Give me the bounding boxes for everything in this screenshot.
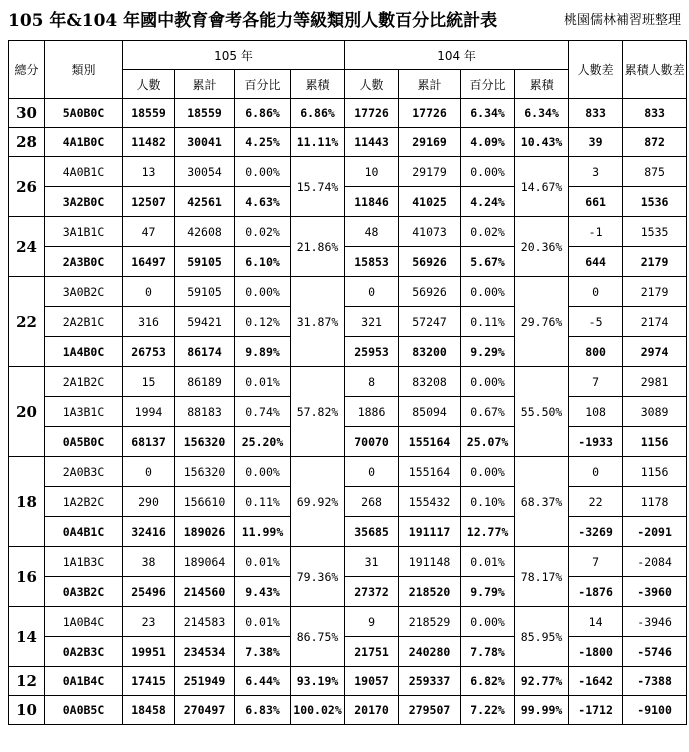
diff-cell: 108 — [569, 397, 623, 427]
diff-cell: 800 — [569, 337, 623, 367]
header-pct-104: 百分比 — [461, 70, 515, 99]
count-104-cell: 8 — [345, 367, 399, 397]
score-cell: 12 — [9, 667, 45, 696]
category-cell: 4A0B1C — [45, 157, 123, 187]
cum-diff-cell: 1156 — [623, 457, 687, 487]
cumpct-105-cell: 31.87% — [291, 277, 345, 367]
diff-cell: -3269 — [569, 517, 623, 547]
diff-cell: 7 — [569, 547, 623, 577]
pct-104-cell: 4.24% — [461, 187, 515, 217]
cumpct-104-cell: 10.43% — [515, 128, 569, 157]
diff-cell: -1876 — [569, 577, 623, 607]
cum-diff-cell: -3946 — [623, 607, 687, 637]
table-row — [9, 397, 687, 427]
pct-104-cell: 0.10% — [461, 487, 515, 517]
cumpct-104-cell: 20.36% — [515, 217, 569, 277]
cum-104-cell: 155164 — [399, 427, 461, 457]
count-105-cell: 16497 — [123, 247, 175, 277]
pct-105-cell: 0.02% — [235, 217, 291, 247]
cum-105-cell: 42561 — [175, 187, 235, 217]
category-cell: 4A1B0C — [45, 128, 123, 157]
pct-105-cell: 25.20% — [235, 427, 291, 457]
table-row — [9, 637, 687, 667]
count-104-cell: 70070 — [345, 427, 399, 457]
header-year-105: 105 年 — [123, 41, 345, 70]
count-105-cell: 1994 — [123, 397, 175, 427]
cumpct-104-cell: 29.76% — [515, 277, 569, 367]
cum-105-cell: 270497 — [175, 696, 235, 725]
table-row — [9, 547, 687, 577]
cum-diff-cell: -9100 — [623, 696, 687, 725]
pct-104-cell: 0.00% — [461, 367, 515, 397]
category-cell: 0A3B2C — [45, 577, 123, 607]
cum-diff-cell: 875 — [623, 157, 687, 187]
pct-104-cell: 0.67% — [461, 397, 515, 427]
table-row — [9, 277, 687, 307]
pct-104-cell: 5.67% — [461, 247, 515, 277]
pct-104-cell: 9.79% — [461, 577, 515, 607]
count-105-cell: 32416 — [123, 517, 175, 547]
header-pct-105: 百分比 — [235, 70, 291, 99]
header-diff: 人數差 — [569, 41, 623, 99]
pct-104-cell: 9.29% — [461, 337, 515, 367]
diff-cell: -1642 — [569, 667, 623, 696]
count-104-cell: 17726 — [345, 99, 399, 128]
cum-104-cell: 279507 — [399, 696, 461, 725]
diff-cell: -1800 — [569, 637, 623, 667]
count-105-cell: 68137 — [123, 427, 175, 457]
cumpct-104-cell: 78.17% — [515, 547, 569, 607]
cumpct-105-cell: 11.11% — [291, 128, 345, 157]
table-row — [9, 187, 687, 217]
cum-diff-cell: 2974 — [623, 337, 687, 367]
count-104-cell: 27372 — [345, 577, 399, 607]
category-cell: 0A2B3C — [45, 637, 123, 667]
cum-diff-cell: 2981 — [623, 367, 687, 397]
category-cell: 2A2B1C — [45, 307, 123, 337]
diff-cell: -1933 — [569, 427, 623, 457]
statistics-table — [8, 40, 687, 725]
category-cell: 2A0B3C — [45, 457, 123, 487]
score-cell: 26 — [9, 157, 45, 217]
diff-cell: 14 — [569, 607, 623, 637]
cum-diff-cell: 2179 — [623, 277, 687, 307]
table-row — [9, 487, 687, 517]
cumpct-104-cell: 99.99% — [515, 696, 569, 725]
category-cell: 2A1B2C — [45, 367, 123, 397]
table-row — [9, 577, 687, 607]
table-row — [9, 217, 687, 247]
cumpct-104-cell: 92.77% — [515, 667, 569, 696]
cum-diff-cell: -5746 — [623, 637, 687, 667]
category-cell: 3A2B0C — [45, 187, 123, 217]
pct-104-cell: 7.78% — [461, 637, 515, 667]
cum-104-cell: 56926 — [399, 277, 461, 307]
count-105-cell: 316 — [123, 307, 175, 337]
cumpct-105-cell: 79.36% — [291, 547, 345, 607]
pct-105-cell: 0.12% — [235, 307, 291, 337]
count-105-cell: 0 — [123, 457, 175, 487]
cum-105-cell: 156320 — [175, 457, 235, 487]
cumpct-105-cell: 100.02% — [291, 696, 345, 725]
count-105-cell: 12507 — [123, 187, 175, 217]
pct-104-cell: 25.07% — [461, 427, 515, 457]
cum-104-cell: 155432 — [399, 487, 461, 517]
table-row — [9, 157, 687, 187]
table-row — [9, 457, 687, 487]
cum-104-cell: 29179 — [399, 157, 461, 187]
pct-105-cell: 6.83% — [235, 696, 291, 725]
cumpct-104-cell: 68.37% — [515, 457, 569, 547]
cum-105-cell: 59105 — [175, 247, 235, 277]
cum-diff-cell: 2179 — [623, 247, 687, 277]
pct-104-cell: 0.02% — [461, 217, 515, 247]
pct-105-cell: 9.89% — [235, 337, 291, 367]
pct-104-cell: 4.09% — [461, 128, 515, 157]
cum-105-cell: 214583 — [175, 607, 235, 637]
count-105-cell: 15 — [123, 367, 175, 397]
pct-105-cell: 0.00% — [235, 157, 291, 187]
cum-105-cell: 59421 — [175, 307, 235, 337]
category-cell: 0A1B4C — [45, 667, 123, 696]
pct-105-cell: 7.38% — [235, 637, 291, 667]
cum-105-cell: 214560 — [175, 577, 235, 607]
count-104-cell: 21751 — [345, 637, 399, 667]
pct-104-cell: 0.00% — [461, 277, 515, 307]
diff-cell: 22 — [569, 487, 623, 517]
category-cell: 2A3B0C — [45, 247, 123, 277]
page-title: 105 年&104 年國中教育會考各能力等級類別人數百分比統計表 — [8, 11, 498, 31]
cum-105-cell: 189026 — [175, 517, 235, 547]
cum-diff-cell: -2091 — [623, 517, 687, 547]
cumpct-104-cell: 85.95% — [515, 607, 569, 667]
score-cell: 30 — [9, 99, 45, 128]
count-105-cell: 17415 — [123, 667, 175, 696]
diff-cell: 0 — [569, 277, 623, 307]
cum-105-cell: 18559 — [175, 99, 235, 128]
pct-104-cell: 6.34% — [461, 99, 515, 128]
category-cell: 0A0B5C — [45, 696, 123, 725]
score-cell: 14 — [9, 607, 45, 667]
pct-105-cell: 0.01% — [235, 367, 291, 397]
pct-104-cell: 7.22% — [461, 696, 515, 725]
category-cell: 5A0B0C — [45, 99, 123, 128]
count-104-cell: 31 — [345, 547, 399, 577]
cum-104-cell: 83208 — [399, 367, 461, 397]
table-row — [9, 427, 687, 457]
cum-104-cell: 218529 — [399, 607, 461, 637]
header-year-104: 104 年 — [345, 41, 569, 70]
diff-cell: -1712 — [569, 696, 623, 725]
diff-cell: 644 — [569, 247, 623, 277]
cum-diff-cell: 1156 — [623, 427, 687, 457]
category-cell: 0A4B1C — [45, 517, 123, 547]
count-105-cell: 13 — [123, 157, 175, 187]
count-104-cell: 268 — [345, 487, 399, 517]
category-cell: 1A3B1C — [45, 397, 123, 427]
category-cell: 1A1B3C — [45, 547, 123, 577]
header-count-104: 人數 — [345, 70, 399, 99]
pct-105-cell: 0.01% — [235, 607, 291, 637]
cumpct-105-cell: 57.82% — [291, 367, 345, 457]
pct-105-cell: 0.74% — [235, 397, 291, 427]
cum-diff-cell: 2174 — [623, 307, 687, 337]
table-row — [9, 517, 687, 547]
cum-104-cell: 83200 — [399, 337, 461, 367]
cum-104-cell: 259337 — [399, 667, 461, 696]
diff-cell: 3 — [569, 157, 623, 187]
cum-104-cell: 17726 — [399, 99, 461, 128]
count-105-cell: 290 — [123, 487, 175, 517]
table-row — [9, 247, 687, 277]
pct-105-cell: 0.01% — [235, 547, 291, 577]
header-row-1 — [9, 41, 687, 70]
cumpct-105-cell: 15.74% — [291, 157, 345, 217]
count-105-cell: 11482 — [123, 128, 175, 157]
category-cell: 1A2B2C — [45, 487, 123, 517]
count-105-cell: 25496 — [123, 577, 175, 607]
header-category: 類別 — [45, 41, 123, 99]
cum-diff-cell: 872 — [623, 128, 687, 157]
count-105-cell: 38 — [123, 547, 175, 577]
cum-104-cell: 85094 — [399, 397, 461, 427]
category-cell: 0A5B0C — [45, 427, 123, 457]
diff-cell: 0 — [569, 457, 623, 487]
cum-105-cell: 234534 — [175, 637, 235, 667]
count-104-cell: 35685 — [345, 517, 399, 547]
cum-104-cell: 155164 — [399, 457, 461, 487]
pct-104-cell: 0.00% — [461, 457, 515, 487]
cum-105-cell: 30041 — [175, 128, 235, 157]
cumpct-105-cell: 93.19% — [291, 667, 345, 696]
cum-diff-cell: 1178 — [623, 487, 687, 517]
header-cum-104: 累計 — [399, 70, 461, 99]
table-row — [9, 667, 687, 696]
pct-105-cell: 4.25% — [235, 128, 291, 157]
table-row — [9, 307, 687, 337]
pct-105-cell: 4.63% — [235, 187, 291, 217]
cum-diff-cell: 1535 — [623, 217, 687, 247]
score-cell: 22 — [9, 277, 45, 367]
count-104-cell: 11443 — [345, 128, 399, 157]
score-cell: 20 — [9, 367, 45, 457]
count-105-cell: 18559 — [123, 99, 175, 128]
count-105-cell: 0 — [123, 277, 175, 307]
count-105-cell: 18458 — [123, 696, 175, 725]
title-bar — [0, 0, 689, 38]
count-105-cell: 23 — [123, 607, 175, 637]
page-subtitle: 桃園儒林補習班整理 — [563, 13, 681, 28]
category-cell: 1A4B0C — [45, 337, 123, 367]
header-score: 總分 — [9, 41, 45, 99]
cum-104-cell: 191148 — [399, 547, 461, 577]
pct-104-cell: 0.00% — [461, 607, 515, 637]
cumpct-104-cell: 6.34% — [515, 99, 569, 128]
cum-diff-cell: 833 — [623, 99, 687, 128]
cum-105-cell: 251949 — [175, 667, 235, 696]
header-count-105: 人數 — [123, 70, 175, 99]
cum-104-cell: 57247 — [399, 307, 461, 337]
cumpct-105-cell: 21.86% — [291, 217, 345, 277]
cumpct-105-cell: 86.75% — [291, 607, 345, 667]
count-104-cell: 25953 — [345, 337, 399, 367]
cum-diff-cell: -3960 — [623, 577, 687, 607]
header-cum-105: 累計 — [175, 70, 235, 99]
count-104-cell: 20170 — [345, 696, 399, 725]
cum-104-cell: 41073 — [399, 217, 461, 247]
cumpct-105-cell: 69.92% — [291, 457, 345, 547]
cum-105-cell: 156320 — [175, 427, 235, 457]
count-105-cell: 19951 — [123, 637, 175, 667]
header-cumpct-104: 累積 — [515, 70, 569, 99]
diff-cell: -1 — [569, 217, 623, 247]
score-cell: 24 — [9, 217, 45, 277]
pct-105-cell: 6.44% — [235, 667, 291, 696]
pct-105-cell: 9.43% — [235, 577, 291, 607]
pct-104-cell: 0.00% — [461, 157, 515, 187]
count-104-cell: 48 — [345, 217, 399, 247]
score-cell: 18 — [9, 457, 45, 547]
pct-104-cell: 0.11% — [461, 307, 515, 337]
count-104-cell: 15853 — [345, 247, 399, 277]
category-cell: 3A0B2C — [45, 277, 123, 307]
pct-105-cell: 6.86% — [235, 99, 291, 128]
score-cell: 16 — [9, 547, 45, 607]
table-row — [9, 337, 687, 367]
table-row — [9, 367, 687, 397]
pct-105-cell: 0.00% — [235, 457, 291, 487]
score-cell: 10 — [9, 696, 45, 725]
cum-diff-cell: 3089 — [623, 397, 687, 427]
table-row — [9, 607, 687, 637]
category-cell: 1A0B4C — [45, 607, 123, 637]
diff-cell: 661 — [569, 187, 623, 217]
diff-cell: 39 — [569, 128, 623, 157]
cum-105-cell: 189064 — [175, 547, 235, 577]
diff-cell: 833 — [569, 99, 623, 128]
cumpct-105-cell: 6.86% — [291, 99, 345, 128]
count-105-cell: 26753 — [123, 337, 175, 367]
cum-105-cell: 156610 — [175, 487, 235, 517]
pct-105-cell: 6.10% — [235, 247, 291, 277]
count-104-cell: 9 — [345, 607, 399, 637]
table-body — [9, 99, 687, 725]
header-cum-diff-text: 累積人數差 — [624, 62, 685, 77]
cum-104-cell: 240280 — [399, 637, 461, 667]
diff-cell: -5 — [569, 307, 623, 337]
cum-105-cell: 88183 — [175, 397, 235, 427]
count-104-cell: 10 — [345, 157, 399, 187]
cumpct-104-cell: 55.50% — [515, 367, 569, 457]
header-cum-diff — [623, 41, 687, 99]
cum-105-cell: 86174 — [175, 337, 235, 367]
pct-105-cell: 11.99% — [235, 517, 291, 547]
cum-104-cell: 191117 — [399, 517, 461, 547]
diff-cell: 7 — [569, 367, 623, 397]
pct-104-cell: 6.82% — [461, 667, 515, 696]
cum-105-cell: 42608 — [175, 217, 235, 247]
cum-104-cell: 218520 — [399, 577, 461, 607]
table-row — [9, 696, 687, 725]
count-104-cell: 19057 — [345, 667, 399, 696]
cum-diff-cell: -7388 — [623, 667, 687, 696]
cum-104-cell: 41025 — [399, 187, 461, 217]
score-cell: 28 — [9, 128, 45, 157]
count-104-cell: 0 — [345, 457, 399, 487]
pct-104-cell: 0.01% — [461, 547, 515, 577]
count-105-cell: 47 — [123, 217, 175, 247]
count-104-cell: 11846 — [345, 187, 399, 217]
count-104-cell: 321 — [345, 307, 399, 337]
cum-105-cell: 30054 — [175, 157, 235, 187]
header-cumpct-105: 累積 — [291, 70, 345, 99]
cum-105-cell: 59105 — [175, 277, 235, 307]
cumpct-104-cell: 14.67% — [515, 157, 569, 217]
category-cell: 3A1B1C — [45, 217, 123, 247]
pct-105-cell: 0.00% — [235, 277, 291, 307]
cum-105-cell: 86189 — [175, 367, 235, 397]
cum-104-cell: 56926 — [399, 247, 461, 277]
count-104-cell: 1886 — [345, 397, 399, 427]
cum-diff-cell: -2084 — [623, 547, 687, 577]
count-104-cell: 0 — [345, 277, 399, 307]
pct-104-cell: 12.77% — [461, 517, 515, 547]
pct-105-cell: 0.11% — [235, 487, 291, 517]
cum-diff-cell: 1536 — [623, 187, 687, 217]
cum-104-cell: 29169 — [399, 128, 461, 157]
table-row — [9, 99, 687, 128]
table-row — [9, 128, 687, 157]
